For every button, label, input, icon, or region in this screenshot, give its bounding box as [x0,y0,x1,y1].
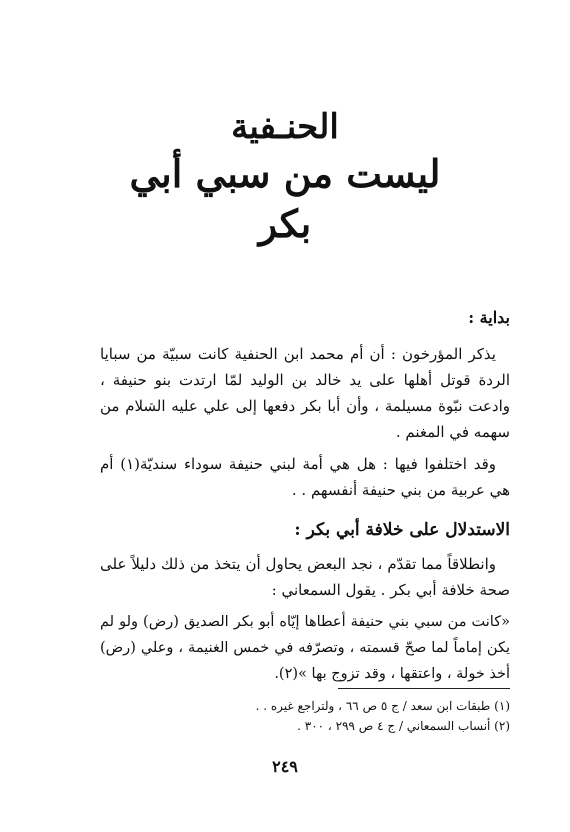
section-heading-beginning: بداية : [468,308,510,327]
chapter-title-line2: ليست من سبي أبي بكر [129,151,441,246]
chapter-title [100,105,470,249]
chapter-title-line1: الحنـفية [231,107,339,147]
page-number: ٢٤٩ [272,757,298,776]
paragraph-2: وقد اختلفوا فيها : هل هي أمة لبني حنيفة سوداء سنديّة(١) أم هي عربية من بني حنيفة أنفسهم . . [100,455,510,499]
paragraph-1: يذكر المؤرخون : أن أم محمد ابن الحنفية كانت سبيّة من سبايا الردة قوتل أهلها على يد خالد بن الوليد لمّا ارتدت بنو حنيفة ، وادعت نبّوة مسيلمة ، وأن أبا بكر دفعها إلى علي عليه السلام من سهمه في المغنم . [100,345,510,441]
footnote-1: (١) طبقات ابن سعد / ج ٥ ص ٦٦ ، ولتراجع غيره . . [255,699,510,713]
quotation: «كانت من سبي بني حنيفة أعطاها إيّاه أبو بكر الصديق (رض) ولو لم يكن إماماً لما صحّ قسمته ، وتصرّفه في خمس الغنيمة ، وعلي (رض) أخذ خولة ، واعتقها ، وقد تزوج بها »(٢). [100,614,510,682]
footnotes [100,696,510,736]
paragraph-3: وانطلاقاً مما تقدّم ، نجد البعض يحاول أن يتخذ من ذلك دليلاً على صحة خلافة أبي بكر . يقول السمعاني : [100,555,510,599]
footnote-2: (٢) أنساب السمعاني / ج ٤ ص ٢٩٩ ، ٣٠٠ . [297,719,510,733]
footnote-divider [338,688,510,689]
section-heading-evidence: الاستدلال على خلافة أبي بكر : [294,520,510,540]
body-text [100,305,510,693]
